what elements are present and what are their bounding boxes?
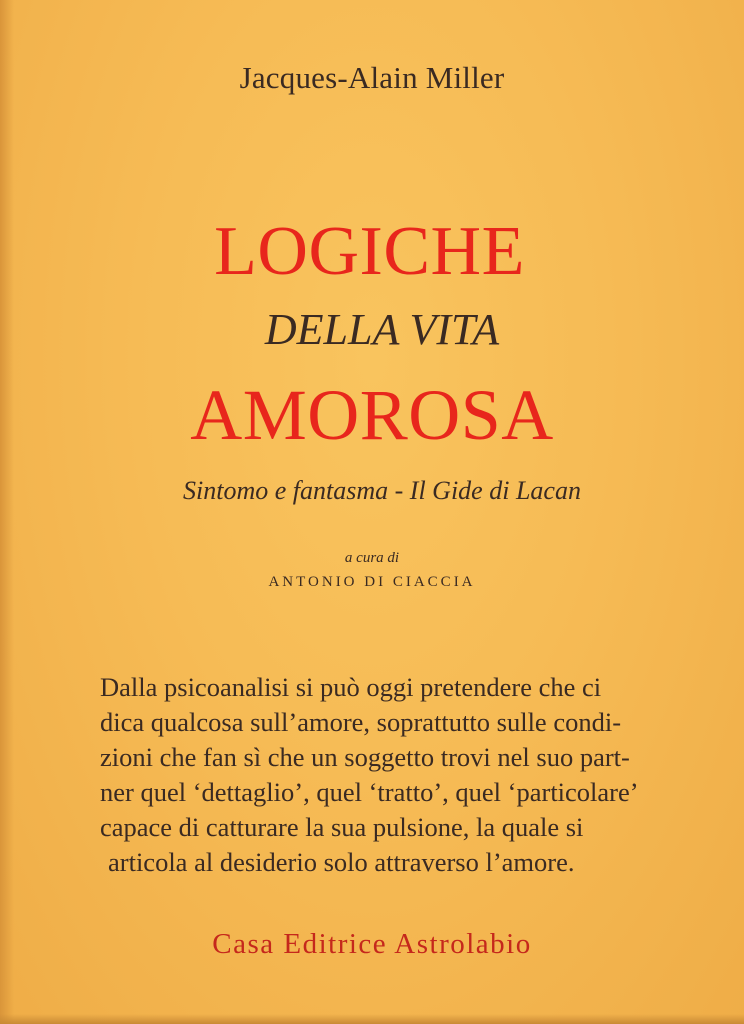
blurb-line: capace di catturare la sua pulsione, la quale si — [100, 812, 584, 842]
publisher-name: Casa Editrice Astrolabio — [212, 928, 532, 960]
subtitle: Sintomo e fantasma - Il Gide di Lacan — [183, 476, 581, 505]
blurb-line: dica qualcosa sull’amore, soprattutto sulle condi- — [100, 707, 622, 737]
title-line-1: LOGICHE — [214, 213, 525, 290]
title-line-3: AMOROSA — [190, 375, 554, 455]
cover-bottom-shadow — [0, 1014, 744, 1024]
curator-name: ANTONIO DI CIACCIA — [268, 574, 476, 590]
blurb-line: ner quel ‘dettaglio’, quel ‘tratto’, quel ‘particolare’ — [100, 777, 639, 807]
blurb-line: Dalla psicoanalisi si può oggi pretendere che ci — [100, 672, 602, 702]
blurb-line: zioni che fan sì che un soggetto trovi nel suo part- — [100, 742, 630, 772]
author-name: Jacques-Alain Miller — [239, 60, 505, 95]
curator-intro: a cura di — [344, 550, 400, 566]
title-line-2: DELLA VITA — [264, 305, 500, 354]
cover-left-shadow — [0, 0, 14, 1024]
blurb-line: articola al desiderio solo attraverso l’amore. — [108, 847, 575, 877]
